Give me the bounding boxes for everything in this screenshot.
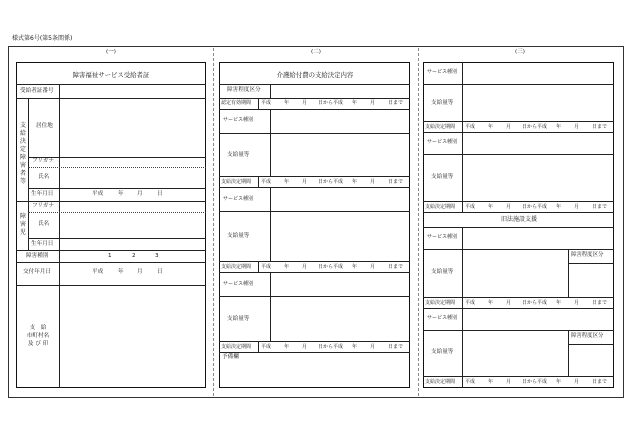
- p3-dp1-until: 日まで: [592, 124, 608, 130]
- dp-c-year: 年: [284, 344, 290, 350]
- section-heading-3: (三): [515, 49, 525, 55]
- p3-dp2-from: 日から平成: [522, 204, 548, 210]
- group-child-label: 障害児: [19, 213, 26, 236]
- dob2-label: 生年月日: [31, 241, 54, 247]
- cp-year2: 年: [352, 100, 358, 106]
- dp-a-from: 日から平成: [318, 179, 344, 185]
- p3-dp2-month2: 月: [574, 204, 580, 210]
- name-label: 氏名: [38, 174, 50, 180]
- p3-dp4-month2: 月: [574, 379, 580, 385]
- dp-a-year2: 年: [352, 179, 358, 185]
- cp-year: 年: [284, 100, 290, 106]
- supply-amount-label-c: 支給量等: [227, 316, 250, 322]
- dp-b-until: 日まで: [388, 264, 404, 270]
- p3-supply-amount-2: 支給量等: [431, 174, 454, 180]
- p3-supply-amount-3: 支給量等: [431, 269, 454, 275]
- dp-c-year2: 年: [352, 344, 358, 350]
- dp-c-month2: 月: [370, 344, 376, 350]
- cp-until: 日まで: [388, 100, 404, 106]
- p3-decision-period-1: 支給決定期間: [425, 124, 456, 130]
- type-2: 2: [132, 253, 136, 259]
- dp-c-from: 日から平成: [318, 344, 344, 350]
- form-number: 様式第6号(第5条関係): [12, 35, 73, 42]
- cp-month2: 月: [370, 100, 376, 106]
- p3-dp3-month: 月: [506, 300, 512, 306]
- dp-b-year2: 年: [352, 264, 358, 270]
- p3-dp1-year: 年: [488, 124, 494, 130]
- p3-supply-amount-4: 支給量等: [431, 349, 454, 355]
- p3-disability-level-1: 障害程度区分: [571, 252, 604, 258]
- p3-dp4-from: 日から平成: [522, 379, 548, 385]
- dp-a-until: 日まで: [388, 179, 404, 185]
- dp-c-month: 月: [302, 344, 308, 350]
- dp-a-month: 月: [302, 179, 308, 185]
- service-type-label-b: サービス種別: [223, 196, 254, 202]
- cp-from: 日から平成: [318, 100, 344, 106]
- fold-line-1: [213, 48, 214, 396]
- p3-dp2-year: 年: [488, 204, 494, 210]
- p3-service-type-2: サービス種別: [427, 139, 458, 145]
- p3-disability-level-2: 障害程度区分: [571, 333, 604, 339]
- name2-label: 氏名: [38, 221, 50, 227]
- address-label: 居住地: [36, 123, 53, 129]
- dob-month: 月: [137, 191, 143, 197]
- type-3: 3: [155, 253, 159, 259]
- dob-era: 平成: [92, 191, 104, 197]
- issue-day: 日: [157, 269, 163, 275]
- dp-c-from-era: 平成: [261, 344, 272, 350]
- issue-era: 平成: [92, 269, 104, 275]
- reserve-label: 予備欄: [222, 354, 239, 360]
- p3-service-type-1: サービス種別: [427, 69, 458, 75]
- p3-dp2-until: 日まで: [592, 204, 608, 210]
- p3-dp2-from-era: 平成: [465, 204, 476, 210]
- dob-label: 生年月日: [31, 191, 54, 197]
- cert-number-label: 受給者証番号: [20, 88, 54, 94]
- p3-dp3-year2: 年: [556, 300, 562, 306]
- dp-a-month2: 月: [370, 179, 376, 185]
- p3-decision-period-4: 支給決定期間: [425, 379, 456, 385]
- certificate-title: 障害福祉サービス受給者証: [72, 71, 150, 79]
- section-heading-1: (一): [106, 49, 116, 55]
- service-type-label-c: サービス種別: [223, 281, 254, 287]
- p3-dp3-month2: 月: [574, 300, 580, 306]
- p3-dp3-from-era: 平成: [465, 300, 476, 306]
- p3-service-type-3: サービス種別: [427, 234, 458, 240]
- p3-dp2-year2: 年: [556, 204, 562, 210]
- furigana2-label: フリガナ: [32, 203, 55, 209]
- p3-dp4-year2: 年: [556, 379, 562, 385]
- issue-year: 年: [118, 269, 124, 275]
- dp-b-year: 年: [284, 264, 290, 270]
- municipality-line2: 市町村名: [26, 333, 50, 339]
- p3-dp3-from: 日から平成: [522, 300, 548, 306]
- municipality-line1: 支 給: [29, 325, 47, 331]
- p3-dp3-year: 年: [488, 300, 494, 306]
- dp-a-year: 年: [284, 179, 290, 185]
- decision-period-label-a: 支給決定期間: [221, 179, 252, 185]
- dp-b-from: 日から平成: [318, 264, 344, 270]
- decision-period-label-c: 支給決定期間: [221, 344, 252, 350]
- service-type-label-a: サービス種別: [223, 117, 254, 123]
- dob-day: 日: [157, 191, 163, 197]
- p3-dp1-from-era: 平成: [465, 124, 476, 130]
- cp-month: 月: [302, 100, 308, 106]
- p3-dp4-until: 日まで: [592, 379, 608, 385]
- p3-dp4-year: 年: [488, 379, 494, 385]
- dob-year: 年: [118, 191, 124, 197]
- care-benefits-title: 介護給付費の支給決定内容: [276, 71, 354, 79]
- cp-from-era: 平成: [261, 100, 272, 106]
- p3-dp1-month2: 月: [574, 124, 580, 130]
- panel-care-benefits: [219, 62, 410, 388]
- issue-month: 月: [137, 269, 143, 275]
- type-1: 1: [108, 253, 112, 259]
- p3-dp4-month: 月: [506, 379, 512, 385]
- p3-supply-amount-1: 支給量等: [431, 100, 454, 106]
- dp-b-from-era: 平成: [261, 264, 272, 270]
- p3-dp3-until: 日まで: [592, 300, 608, 306]
- dp-c-until: 日まで: [388, 344, 404, 350]
- p3-decision-period-2: 支給決定期間: [425, 204, 456, 210]
- p3-dp1-month: 月: [506, 124, 512, 130]
- decision-period-label-b: 支給決定期間: [221, 264, 252, 270]
- municipality-line3: 及 び 印: [27, 341, 49, 347]
- cert-period-label: 認定有効期間: [221, 100, 252, 106]
- dp-b-month: 月: [302, 264, 308, 270]
- issue-date-label: 交付年月日: [23, 269, 51, 275]
- p3-service-type-4: サービス種別: [427, 315, 458, 321]
- p3-dp1-from: 日から平成: [522, 124, 548, 130]
- dp-b-month2: 月: [370, 264, 376, 270]
- old-law-facility-heading: 旧法施設支援: [500, 216, 538, 223]
- p3-dp1-year2: 年: [556, 124, 562, 130]
- p3-dp4-from-era: 平成: [465, 379, 476, 385]
- supply-amount-label-b: 支給量等: [227, 233, 250, 239]
- section-heading-2: (二): [311, 49, 321, 55]
- fold-line-2: [418, 48, 419, 396]
- furigana-label: フリガナ: [32, 158, 55, 164]
- p3-decision-period-3: 支給決定期間: [425, 300, 456, 306]
- p3-dp2-month: 月: [506, 204, 512, 210]
- disability-type-label: 障害種別: [26, 253, 49, 259]
- dp-a-from-era: 平成: [261, 179, 272, 185]
- group-recipient-label: 支給決定障害者等: [19, 122, 26, 185]
- supply-amount-label-a: 支給量等: [227, 152, 250, 158]
- disability-level-label: 障害程度区分: [227, 87, 261, 93]
